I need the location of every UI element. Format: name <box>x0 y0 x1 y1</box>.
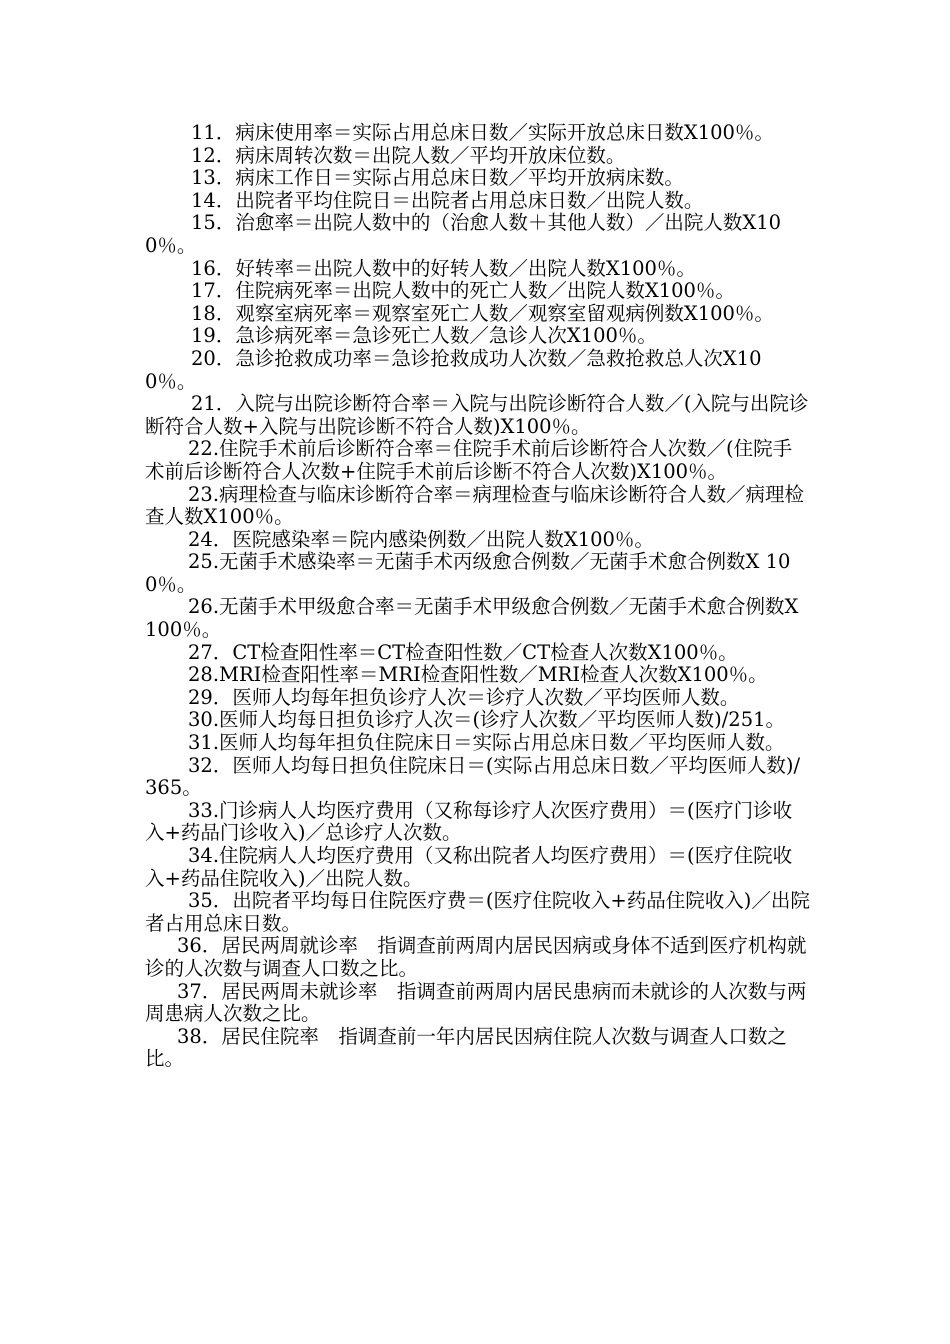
paragraph-20: 20．急诊抢救成功率＝急诊抢救成功人次数／急救抢救总人次X100％。 <box>145 346 762 393</box>
paragraph-25: 25.无菌手术感染率＝无菌手术丙级愈合例数／无菌手术愈合例数X 100％。 <box>145 550 791 596</box>
paragraph-29: 29．医师人均每年担负诊疗人次＝诊疗人次数／平均医师人数。 <box>188 685 740 709</box>
paragraph-12: 12．病床周转次数＝出院人数／平均开放床位数。 <box>191 143 626 167</box>
paragraph-34: 34.住院病人人均医疗费用（又称出院者人均医疗费用）＝(医疗住院收入+药品住院收入)／出院人数。 <box>145 844 793 890</box>
paragraph-24: 24．医院感染率＝院内感染例数／出院人数X100％。 <box>188 527 654 551</box>
paragraph-23: 23.病理检查与临床诊断符合率＝病理检查与临床诊断符合人数／病理检查人数X100％。 <box>145 482 805 529</box>
paragraph-18: 18．观察室病死率＝观察室死亡人数／观察室留观病例数X100％。 <box>191 301 774 325</box>
paragraph-13: 13．病床工作日＝实际占用总床日数／平均开放病床数。 <box>191 166 684 190</box>
paragraph-19: 19．急诊病死率＝急诊死亡人数／急诊人次X100％。 <box>191 324 657 348</box>
paragraph-14: 14．出院者平均住院日＝出院者占用总床日数／出院人数。 <box>191 188 704 212</box>
paragraph-38: 38．居民住院率 指调查前一年内居民因病住院人次数与调查人口数之比。 <box>145 1024 787 1071</box>
paragraph-28: 28.MRI检查阳性率＝MRI检查阳性数／MRI检查人次数X100％。 <box>188 663 768 687</box>
paragraph-22: 22.住院手术前后诊断符合率＝住院手术前后诊断符合人次数／(住院手术前后诊断符合人次数+住院手术前后诊断不符合人次数)X100％。 <box>145 437 793 483</box>
document-body <box>145 122 810 1071</box>
paragraph-27: 27．CT检查阳性率＝CT检查阳性数／CT检查人次数X100％。 <box>188 640 738 664</box>
paragraph-33: 33.门诊病人人均医疗费用（又称每诊疗人次医疗费用）＝(医疗门诊收入+药品门诊收入)／总诊疗人次数。 <box>145 798 793 845</box>
paragraph-17: 17．住院病死率＝出院人数中的死亡人数／出院人数X100％。 <box>191 279 735 303</box>
paragraph-31: 31.医师人均每年担负住院床日＝实际占用总床日数／平均医师人数。 <box>188 731 785 755</box>
paragraph-26: 26.无菌手术甲级愈合率＝无菌手术甲级愈合例数／无菌手术愈合例数X 100％。 <box>145 595 799 642</box>
paragraph-21: 21．入院与出院诊断符合率＝入院与出院诊断符合人数／(入院与出院诊断符合人数+入院与出院诊断不符合人数)X100％。 <box>145 392 809 438</box>
paragraph-35: 35．出院者平均每日住院医疗费＝(医疗住院收入+药品住院收入)／出院者占用总床日数。 <box>145 889 810 935</box>
paragraph-11: 11．病床使用率＝实际占用总床日数／实际开放总床日数X100％。 <box>191 121 774 144</box>
paragraph-32: 32．医师人均每日担负住院床日＝(实际占用总床日数／平均医师人数)/365。 <box>145 753 801 800</box>
paragraph-37: 37．居民两周未就诊率 指调查前两周内居民患病而未就诊的人次数与两周患病人次数之比。 <box>145 979 807 1026</box>
paragraph-16: 16．好转率＝出院人数中的好转人数／出院人数X100％。 <box>191 256 696 280</box>
paragraph-36: 36．居民两周就诊率 指调查前两周内居民因病或身体不适到医疗机构就诊的人次数与调查人口数之比。 <box>145 934 807 980</box>
paragraph-15: 15．治愈率＝出院人数中的（治愈人数＋其他人数）／出院人数X100％。 <box>145 211 782 257</box>
paragraph-30: 30.医师人均每日担负诊疗人次＝(诊疗人次数／平均医师人数)/251。 <box>188 708 786 732</box>
